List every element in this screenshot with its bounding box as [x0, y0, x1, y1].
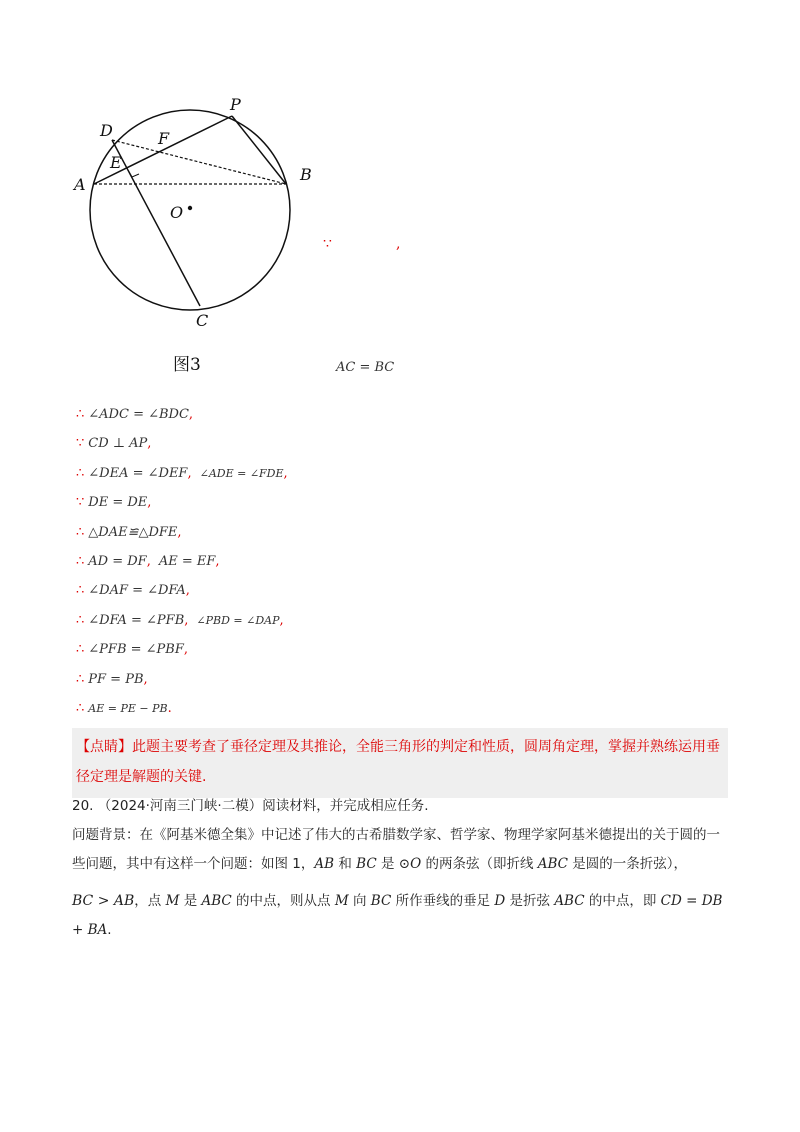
comment-text: 此题主要考查了垂径定理及其推论，全能三角形的判定和性质，圆周角定理，掌握并熟练运用垂径定理是解题的关键.: [76, 739, 720, 785]
proof-step: ∴ PF = PB,: [76, 671, 148, 687]
proof-steps: [76, 405, 636, 728]
point-b: B: [300, 165, 312, 184]
comment-box: [72, 728, 728, 798]
circle-diagram: [60, 88, 340, 348]
proof-step: ∴ AE = PE − PB.: [76, 700, 172, 716]
point-e: E: [110, 153, 122, 172]
problem-20: [72, 792, 732, 945]
proof-step: ∴ ∠PFB = ∠PBF,: [76, 642, 189, 658]
problem-header: [72, 792, 732, 821]
right-angle-mark: [128, 170, 139, 177]
comment-label: 【点睛】: [76, 739, 132, 755]
problem-background: 问题背景：在《阿基米德全集》中记述了伟大的古希腊数学家、哲学家、物理学家阿基米德提出的关于圆的一些问题，其中有这样一个问题：如图 1，AB 和 BC 是 ⊙O 的两条弦（即折线 ABC 是圆的一条折弦），: [72, 827, 720, 872]
proof-step: ∴ AD = DF, AE = EF,: [76, 553, 220, 569]
arc-equation: AC = BC: [336, 360, 395, 375]
problem-number: 20.: [72, 798, 94, 814]
point-a: A: [74, 175, 86, 194]
point-d: D: [100, 121, 113, 140]
comma-mark: ,: [396, 236, 401, 252]
problem-source: （2024·河南三门峡·二模）阅读材料，并完成相应任务.: [97, 798, 429, 814]
geometry-figure: [60, 88, 340, 378]
point-c: C: [196, 311, 209, 330]
problem-statement: BC > AB，点 M 是 ABC 的中点，则从点 M 向 BC 所作垂线的垂足 D 是折弦 ABC 的中点，即 CD = DB + BA.: [72, 893, 723, 938]
proof-step: ∴ ∠DFA = ∠PFB, ∠PBD = ∠DAP,: [76, 612, 284, 628]
because-mark: ∵: [323, 236, 332, 252]
point-f: F: [158, 129, 170, 148]
chord-dc: [112, 140, 200, 306]
chord-ap: [94, 116, 232, 184]
point-o: O: [170, 203, 184, 222]
center-dot: [188, 206, 192, 210]
proof-step: ∴ ∠DEA = ∠DEF, ∠ADE = ∠FDE,: [76, 465, 288, 481]
proof-step: ∴ ∠DAF = ∠DFA,: [76, 583, 190, 599]
proof-step: ∴ △DAE≌△DFE,: [76, 524, 182, 540]
proof-step: ∵ CD ⊥ AP,: [76, 436, 152, 452]
proof-step: ∵ DE = DE,: [76, 495, 152, 511]
point-p: P: [230, 95, 241, 114]
proof-step: ∴ ∠ADC = ∠BDC,: [76, 407, 194, 422]
figure-caption: 图3: [173, 355, 201, 375]
chord-pb: [232, 116, 286, 184]
